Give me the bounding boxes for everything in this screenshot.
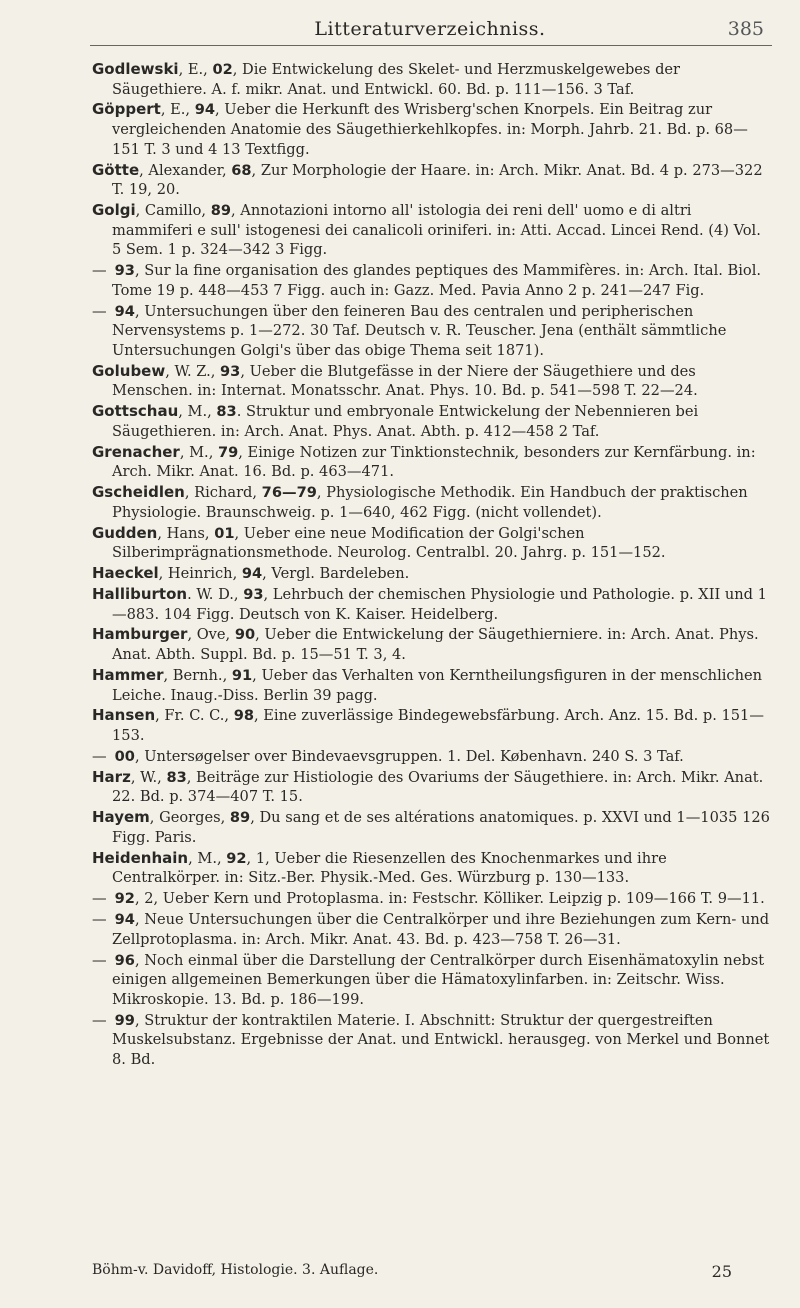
entry-author: Gscheidlen [92, 483, 185, 502]
entry-year: 83 [166, 768, 187, 786]
entry-text: , Struktur der kontraktilen Materie. I. Abschnitt: Struktur der quergestreiften Muskelsubstanz. Ergebnisse der Anat. und Entwickl. herausgeg. von Merkel und Bonnet 8. Bd. [112, 1011, 770, 1068]
entry-text: , 2, Ueber Kern und Protoplasma. in: Festschr. Kölliker. Leipzig p. 109—166 T. 9—11. [134, 890, 765, 908]
entry-year: 89 [210, 202, 232, 220]
bib-entry [92, 201, 770, 260]
bib-entry [92, 625, 770, 664]
bib-entry [92, 443, 770, 482]
bib-entry [92, 564, 770, 584]
bib-entry [92, 362, 770, 401]
entry-year: 83 [216, 403, 237, 421]
entry-year: 96 [114, 951, 135, 969]
bib-entry [92, 60, 770, 99]
entry-year: 93 [220, 362, 241, 380]
entry-text: , Untersuchungen über den feineren Bau des centralen und peripherischen Nervensystems p. 1—272. 30 Taf. Deutsch v. R. Teuscher. Jena (enthält sämmtliche Untersuchungen Golgi's über das obige Thema seit 1871). [112, 302, 727, 359]
entry-forename: , Hans, [157, 524, 215, 542]
entry-author: Halliburton [92, 585, 188, 603]
entry-forename: , E., [160, 101, 195, 119]
bib-entry [92, 302, 770, 361]
entry-text: , Einige Notizen zur Tinktionstechnik, besonders zur Kernfärbung. in: Arch. Mikr. Anat. 16. Bd. p. 463—471. [112, 443, 756, 481]
entry-text: , Ueber die Blutgefässe in der Niere der Säugethiere und des Menschen. in: Internat. Monatsschr. Anat. Phys. 10. Bd. p. 541—598 T. 22—24. [112, 362, 698, 400]
entry-year: 68 [231, 161, 252, 179]
entry-text: , Noch einmal über die Darstellung der Centralkörper durch Eisenhämatoxylin nebst einigen allgemeinen Bemerkungen über die Hämatoxylinfarben. in: Zeitschr. Wiss. Mikroskopie. 13. Bd. p. 186—199. [112, 951, 765, 1008]
entry-text: , Eine zuverlässige Bindegewebsfärbung. Arch. Anz. 15. Bd. p. 151—153. [112, 707, 764, 745]
entry-author: Götte [92, 160, 140, 179]
entry-forename: , M., [188, 849, 227, 867]
entry-year: 91 [231, 666, 253, 684]
entry-year: 92 [226, 849, 247, 867]
entry-text: , Ueber das Verhalten von Kerntheilungsfiguren in der menschlichen Leiche. Inaug.-Diss. Berlin 39 pagg. [112, 666, 763, 704]
entry-year: 89 [229, 809, 251, 827]
entry-year: 90 [234, 626, 256, 644]
ditto-dash: — [92, 1011, 107, 1029]
entry-year: 94 [114, 302, 135, 320]
bib-entry [92, 706, 770, 745]
entry-author: Hayem [92, 808, 150, 827]
entry-year: 94 [114, 911, 135, 929]
entry-year: 98 [233, 707, 254, 725]
entry-author: Harz [92, 767, 131, 786]
entry-year: 94 [194, 101, 216, 119]
footer-signature: Böhm-v. Davidoff, Histologie. 3. Auflage. [92, 1262, 379, 1278]
entry-author: Göppert [92, 100, 161, 119]
entry-forename: , W. Z., [165, 362, 221, 380]
entry-text: , Sur la fine organisation des glandes peptiques des Mammifères. in: Arch. Ital. Biol. Tome 19 p. 448—453 7 Figg. auch in: Gazz. Med. Pavia Anno 2 p. 241—247 Fig. [112, 262, 762, 299]
bibliography-list [92, 60, 770, 1071]
entry-author: Grenacher [92, 442, 180, 461]
footer [92, 1262, 732, 1281]
ditto-dash: — [92, 302, 107, 320]
page-number: 385 [727, 18, 764, 40]
entry-forename: , M., [179, 443, 218, 461]
entry-text: , Ueber die Entwickelung der Säugethierniere. in: Arch. Anat. Phys. Anat. Abth. Suppl. Bd. p. 15—51 T. 3, 4. [112, 626, 759, 664]
bib-entry [92, 889, 770, 909]
entry-year: 01 [214, 524, 235, 542]
ditto-dash: — [92, 951, 107, 969]
entry-forename: , Georges, [149, 809, 230, 827]
bib-entry [92, 483, 770, 522]
bib-entry [92, 261, 770, 300]
entry-text: , Ueber die Herkunft des Wrisberg'schen Knorpels. Ein Beitrag zur vergleichenden Anatomie des Säugethierkehlkopfes. in: Morph. Jahrb. 21. Bd. p. 68—151 T. 3 und 4 13 Textfigg. [112, 101, 748, 158]
entry-forename: , Richard, [184, 484, 262, 502]
entry-forename: , Fr. C. C., [155, 707, 234, 725]
entry-year: 76—79 [261, 484, 317, 502]
entry-text: , Physiologische Methodik. Ein Handbuch der praktischen Physiologie. Braunschweig. p. 1—640, 462 Figg. (nicht vollendet). [112, 484, 748, 521]
entry-text: , Untersøgelser over Bindevaevsgruppen. 1. Del. København. 240 S. 3 Taf. [134, 747, 684, 765]
ditto-dash: — [92, 747, 107, 765]
bib-entry [92, 1011, 770, 1070]
bib-entry [92, 161, 770, 200]
entry-year: 93 [243, 586, 264, 603]
entry-author: Golubew [92, 361, 166, 380]
bib-entry [92, 910, 770, 949]
entry-text: , Die Entwickelung des Skelet- und Herzmuskelgewebes der Säugethiere. A. f. mikr. Anat. und Entwickl. 60. Bd. p. 111—156. 3 Taf. [112, 61, 681, 98]
entry-author: Godlewski [92, 60, 179, 78]
entry-author: Gudden [92, 523, 158, 542]
entry-text: , Vergl. Bardeleben. [262, 565, 410, 583]
entry-year: 92 [114, 890, 135, 908]
entry-year: 99 [114, 1011, 135, 1029]
running-header [90, 14, 770, 44]
bib-entry [92, 808, 770, 847]
entry-text: , Neue Untersuchungen über die Centralkörper und ihre Beziehungen zum Kern- und Zellprotoplasma. in: Arch. Mikr. Anat. 43. Bd. p. 423—758 T. 26—31. [112, 911, 770, 948]
bib-entry [92, 849, 770, 888]
entry-author: Hansen [92, 706, 156, 725]
entry-author: Hammer [92, 665, 164, 684]
entry-author: Hamburger [92, 625, 188, 644]
entry-forename: , Ove, [187, 626, 235, 644]
bib-entry [92, 524, 770, 563]
ditto-dash: — [92, 262, 107, 280]
bib-entry [92, 402, 770, 441]
bib-entry [92, 100, 770, 159]
entry-text: . Struktur und embryonale Entwickelung der Nebennieren bei Säugethieren. in: Arch. Anat. Phys. Anat. Abth. p. 412—458 2 Taf. [112, 403, 699, 440]
entry-year: 79 [217, 443, 239, 461]
entry-year: 94 [241, 565, 263, 583]
entry-year: 93 [114, 262, 135, 280]
bib-entry [92, 768, 770, 807]
bib-entry [92, 666, 770, 705]
entry-forename: , Heinrich, [158, 565, 242, 583]
entry-text: , Du sang et de ses altérations anatomiques. p. XXVI und 1—1035 126 Figg. Paris. [112, 809, 770, 846]
entry-text: , Zur Morphologie der Haare. in: Arch. Mikr. Anat. Bd. 4 p. 273—322 T. 19, 20. [112, 161, 763, 199]
bib-entry [92, 747, 770, 767]
entry-author: Golgi [92, 201, 136, 220]
entry-text: , 1, Ueber die Riesenzellen des Knochenmarkes und ihre Centralkörper. in: Sitz.-Ber. Physik.-Med. Ges. Würzburg p. 130—133. [112, 849, 667, 887]
entry-text: , Ueber eine neue Modification der Golgi'schen Silberimprägnationsmethode. Neurolog. Centralbl. 20. Jahrg. p. 151—152. [112, 524, 666, 562]
ditto-dash: — [92, 890, 107, 908]
header-title: Litteraturverzeichniss. [314, 18, 546, 40]
entry-text: , Lehrbuch der chemischen Physiologie und Pathologie. p. XII und 1—883. 104 Figg. Deutsch von K. Kaiser. Heidelberg. [112, 586, 767, 623]
entry-text: , Annotazioni intorno all' istologia dei reni dell' uomo e di altri mammiferi e sull' istogenesi dei canalicoli oriniferi. in: Atti. Accad. Lincei Rend. (4) Vol. 5 Sem. 1 p. 324—342 3 Figg. [112, 202, 761, 259]
header-rule [90, 45, 772, 46]
entry-author: Haeckel [92, 564, 159, 583]
entry-forename: , Alexander, [139, 161, 232, 179]
entry-author: Heidenhain [92, 848, 189, 867]
entry-forename: . W. D., [187, 586, 244, 603]
entry-text: , Beiträge zur Histiologie des Ovariums der Säugethiere. in: Arch. Mikr. Anat. 22. Bd. p. 374—407 T. 15. [112, 768, 764, 806]
entry-year: 02 [212, 61, 233, 78]
signature-number: 25 [711, 1262, 732, 1281]
entry-year: 00 [114, 747, 135, 765]
entry-forename: , W., [130, 768, 167, 786]
entry-forename: , Bernh., [163, 666, 232, 684]
bib-entry [92, 585, 770, 624]
entry-forename: , E., [178, 61, 213, 78]
ditto-dash: — [92, 911, 107, 929]
entry-forename: , Camillo, [135, 202, 211, 220]
bib-entry [92, 951, 770, 1010]
entry-author: Gottschau [92, 402, 179, 421]
entry-forename: , M., [178, 403, 217, 421]
